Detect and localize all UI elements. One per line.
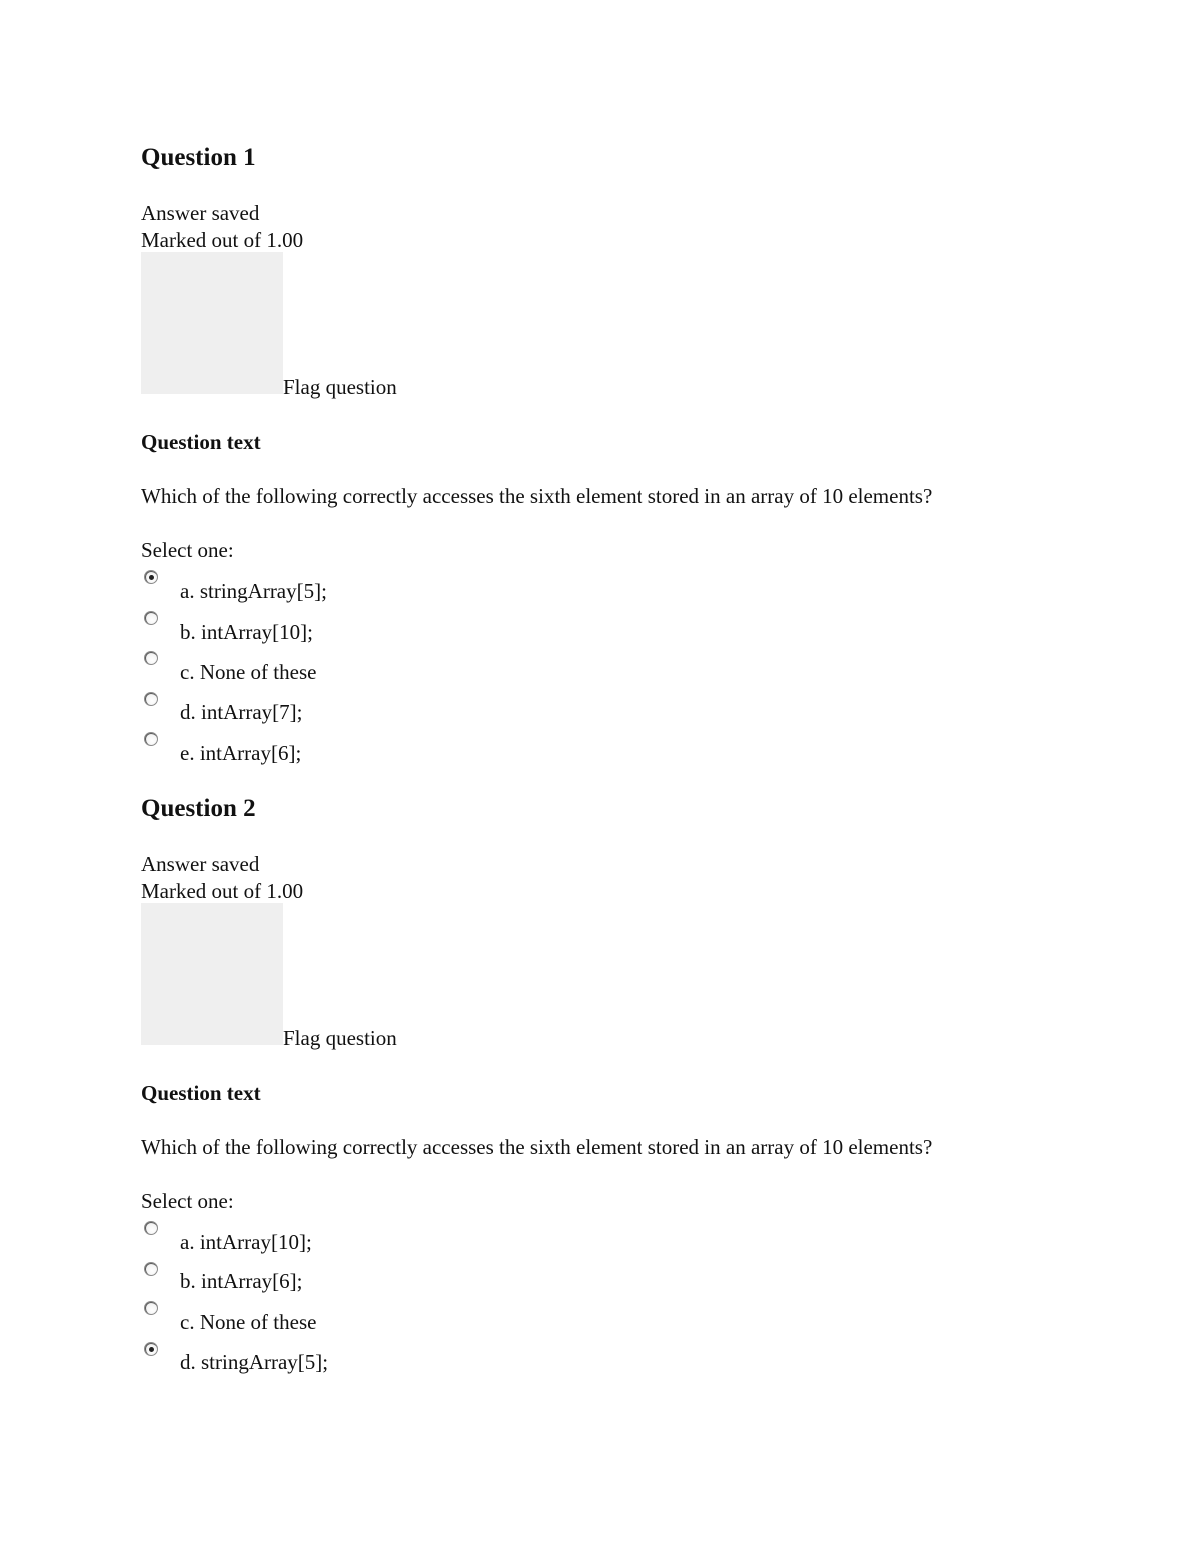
question-prompt: Which of the following correctly accesses the sixth element stored in an array of 10 elements? — [141, 1135, 933, 1159]
radio-checked-icon[interactable] — [144, 1342, 158, 1356]
flag-question-link[interactable]: Flag question — [283, 1026, 397, 1050]
answer-option[interactable] — [141, 1301, 741, 1341]
select-one-label: Select one: — [141, 538, 234, 562]
answer-option[interactable] — [141, 692, 741, 732]
question-heading: Question 2 — [141, 795, 256, 822]
answer-option[interactable] — [141, 651, 741, 691]
answer-status: Answer saved — [141, 852, 260, 876]
marks-info: Marked out of 1.00 — [141, 879, 304, 903]
radio-unchecked-icon[interactable] — [144, 732, 158, 746]
answer-option[interactable] — [141, 1342, 741, 1382]
answer-option-label[interactable]: b. intArray[10]; — [180, 620, 313, 644]
radio-unchecked-icon[interactable] — [144, 1301, 158, 1315]
select-one-label: Select one: — [141, 1189, 234, 1213]
answer-option[interactable] — [141, 1221, 741, 1261]
radio-checked-icon[interactable] — [144, 570, 158, 584]
answer-option[interactable] — [141, 732, 741, 772]
radio-unchecked-icon[interactable] — [144, 1221, 158, 1235]
answer-option-label[interactable]: a. stringArray[5]; — [180, 579, 327, 603]
radio-unchecked-icon[interactable] — [144, 611, 158, 625]
answer-option-label[interactable]: d. stringArray[5]; — [180, 1350, 329, 1374]
radio-unchecked-icon[interactable] — [144, 1262, 158, 1276]
flag-question-link[interactable]: Flag question — [283, 375, 397, 399]
answer-option-label[interactable]: a. intArray[10]; — [180, 1230, 312, 1254]
marks-info: Marked out of 1.00 — [141, 228, 304, 252]
radio-unchecked-icon[interactable] — [144, 651, 158, 665]
answer-option[interactable] — [141, 1262, 741, 1302]
answer-option-label[interactable]: e. intArray[6]; — [180, 741, 302, 765]
answer-option-label[interactable]: b. intArray[6]; — [180, 1269, 303, 1293]
question-prompt: Which of the following correctly accesses the sixth element stored in an array of 10 elements? — [141, 484, 933, 508]
answer-option-label[interactable]: c. None of these — [180, 1310, 317, 1334]
answer-option-label[interactable]: c. None of these — [180, 660, 317, 684]
answer-option[interactable] — [141, 570, 741, 610]
question-text-heading: Question text — [141, 1081, 261, 1105]
answer-option-label[interactable]: d. intArray[7]; — [180, 700, 303, 724]
radio-unchecked-icon[interactable] — [144, 692, 158, 706]
flag-icon[interactable] — [141, 903, 283, 1045]
flag-icon[interactable] — [141, 252, 283, 394]
answer-status: Answer saved — [141, 201, 260, 225]
answer-option[interactable] — [141, 611, 741, 651]
question-heading: Question 1 — [141, 144, 256, 171]
question-text-heading: Question text — [141, 430, 261, 454]
